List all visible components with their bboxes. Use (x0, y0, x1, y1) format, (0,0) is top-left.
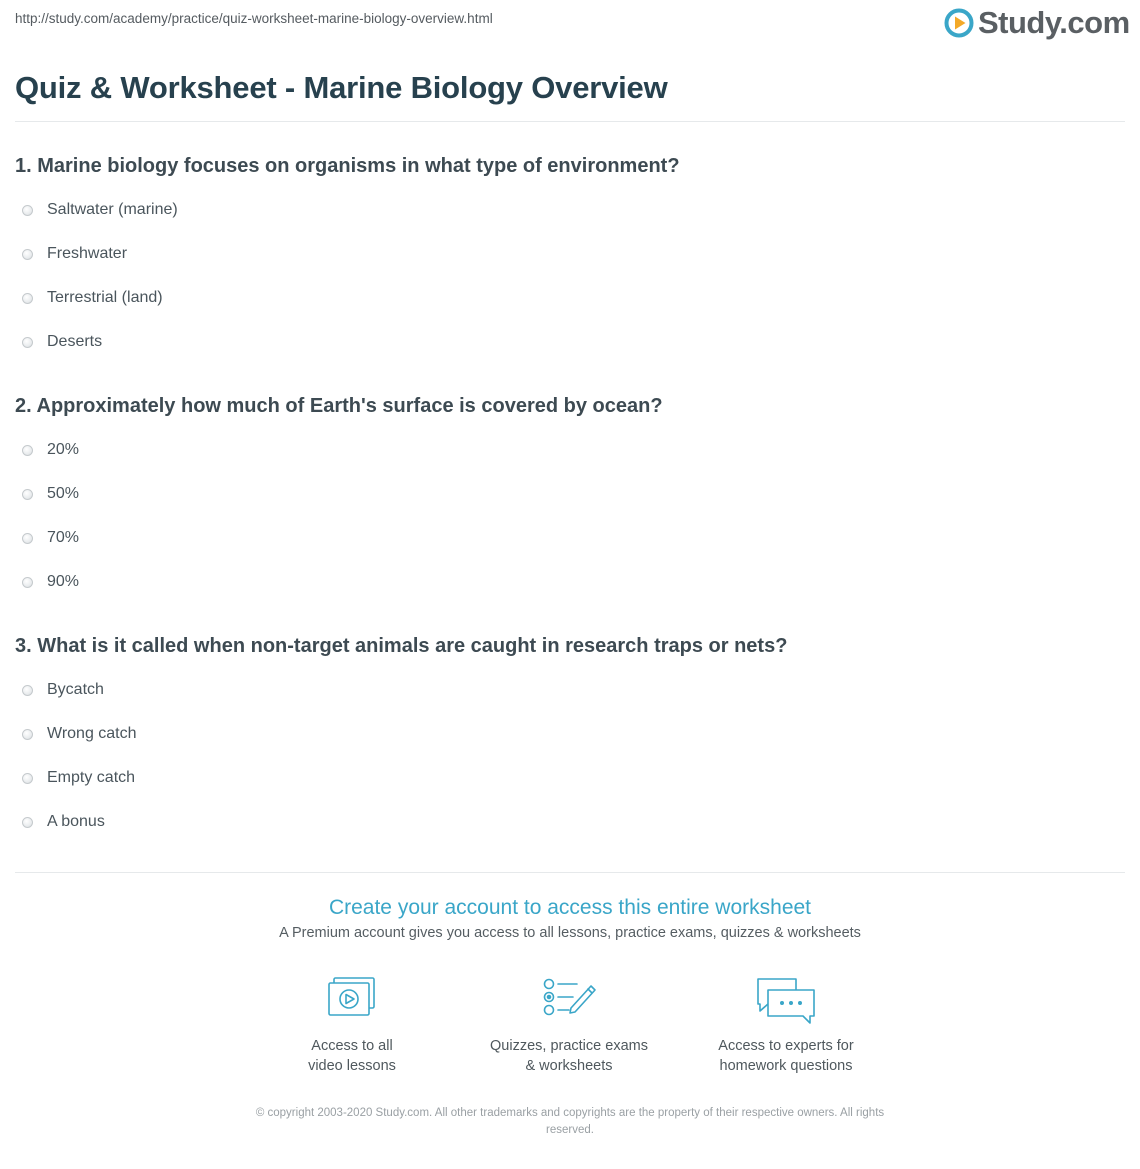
option-label: Wrong catch (47, 725, 137, 742)
radio-button[interactable] (22, 729, 33, 740)
feature-label-line2: homework questions (719, 1058, 853, 1074)
radio-button[interactable] (22, 205, 33, 216)
option-label: A bonus (47, 813, 105, 830)
q3-option-1[interactable] (22, 679, 104, 701)
question-1: 1. Marine biology focuses on organisms in what type of environment? (15, 155, 680, 177)
quiz-checklist-icon (541, 976, 597, 1022)
study-logo[interactable] (944, 6, 1130, 40)
feature-video-lessons (267, 976, 437, 1076)
premium-description: A Premium account gives you access to all lessons, practice exams, quizzes & worksheets (279, 925, 861, 941)
radio-button[interactable] (22, 293, 33, 304)
radio-button[interactable] (22, 577, 33, 588)
option-label: Empty catch (47, 769, 136, 786)
q3-option-4[interactable] (22, 811, 105, 833)
q2-option-4[interactable] (22, 571, 79, 593)
feature-label-line2: video lessons (308, 1058, 396, 1074)
question-2: 2. Approximately how much of Earth's surface is covered by ocean? (15, 395, 663, 417)
feature-label-line1: Access to all (311, 1038, 393, 1054)
feature-label-line2: & worksheets (525, 1058, 613, 1074)
option-label: 20% (47, 441, 80, 458)
feature-label-line1: Access to experts for (718, 1038, 854, 1054)
option-label: Saltwater (marine) (47, 201, 178, 218)
cta-divider (15, 872, 1125, 873)
copyright-line-1: © copyright 2003-2020 Study.com. All other trademarks and copyrights are the property of their respective owners. All rights (255, 1107, 885, 1119)
option-label: Terrestrial (land) (47, 289, 163, 306)
copyright-line-2: reserved. (546, 1124, 594, 1136)
feature-experts (701, 976, 871, 1076)
video-lessons-icon (326, 976, 378, 1020)
title-divider (15, 121, 1125, 122)
question-3: 3. What is it called when non-target animals are caught in research traps or nets? (15, 635, 788, 657)
radio-button[interactable] (22, 337, 33, 348)
q2-option-1[interactable] (22, 439, 79, 461)
q2-option-3[interactable] (22, 527, 79, 549)
play-circle-icon (944, 8, 974, 38)
page-title: Quiz & Worksheet - Marine Biology Overview (15, 70, 668, 105)
option-label: 90% (47, 573, 80, 590)
q2-option-2[interactable] (22, 483, 79, 505)
option-label: Deserts (47, 333, 103, 350)
option-label: 50% (47, 485, 80, 502)
q3-option-3[interactable] (22, 767, 135, 789)
chat-bubbles-icon (754, 976, 818, 1028)
q1-option-1[interactable] (22, 199, 178, 221)
q1-option-4[interactable] (22, 331, 102, 353)
q3-option-2[interactable] (22, 723, 137, 745)
option-label: Bycatch (47, 681, 104, 698)
q1-option-2[interactable] (22, 243, 127, 265)
radio-button[interactable] (22, 533, 33, 544)
option-label: 70% (47, 529, 80, 546)
feature-label-line1: Quizzes, practice exams (490, 1038, 648, 1054)
radio-button[interactable] (22, 773, 33, 784)
radio-button[interactable] (22, 249, 33, 260)
copyright-notice (215, 1105, 925, 1139)
radio-button[interactable] (22, 685, 33, 696)
feature-quizzes (484, 976, 654, 1076)
page-url: http://study.com/academy/practice/quiz-worksheet-marine-biology-overview.html (15, 11, 493, 26)
radio-button[interactable] (22, 817, 33, 828)
radio-button[interactable] (22, 489, 33, 500)
create-account-link[interactable]: Create your account to access this entire worksheet (328, 896, 812, 919)
q1-option-3[interactable] (22, 287, 163, 309)
option-label: Freshwater (47, 245, 128, 262)
logo-wordmark: Study.com (978, 5, 1130, 40)
radio-button[interactable] (22, 445, 33, 456)
